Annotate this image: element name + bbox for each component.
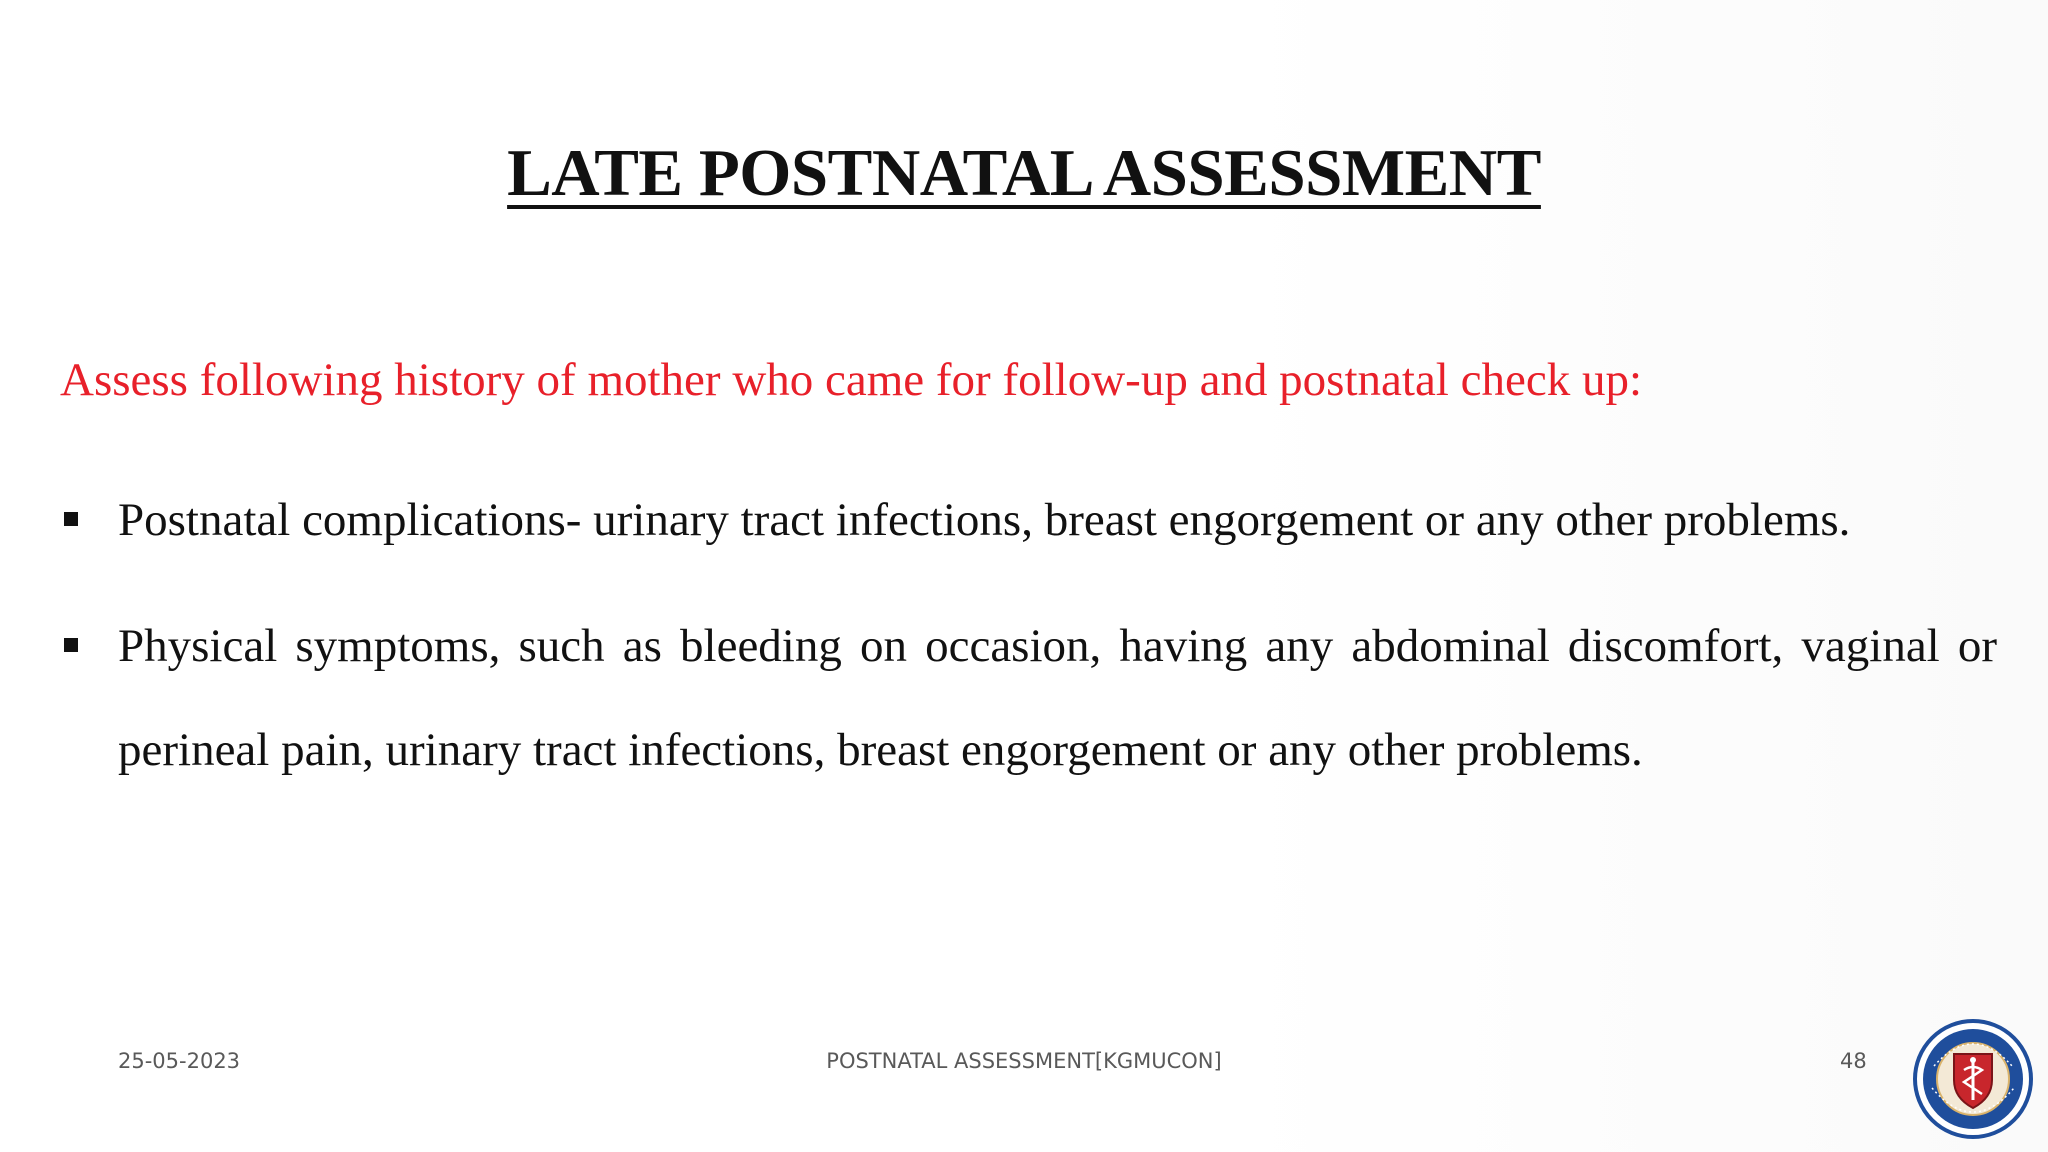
square-bullet-icon [64, 638, 78, 652]
footer-title: POSTNATAL ASSESSMENT[KGMUCON] [826, 1049, 1222, 1073]
bullet-item [60, 468, 1997, 572]
square-bullet-icon [64, 512, 78, 526]
bullet-list [60, 468, 1997, 824]
bullet-item [60, 594, 1997, 802]
footer-date: 25-05-2023 [118, 1049, 241, 1073]
slide-title-text: LATE POSTNATAL ASSESSMENT [507, 136, 1541, 210]
university-seal-icon [1912, 1018, 2034, 1140]
bullet-text: Physical symptoms, such as bleeding on occasion, having any abdominal discomfort, vaginal or perineal pain, urinary tract infections, breast engorgement or any other problems. [118, 620, 1997, 776]
slide-number: 48 [1840, 1049, 1867, 1073]
intro-text: Assess following history of mother who came for follow-up and postnatal check up: [60, 354, 1643, 406]
slide-title [0, 128, 2048, 218]
bullet-text: Postnatal complications- urinary tract infections, breast engorgement or any other problems. [118, 494, 1851, 546]
